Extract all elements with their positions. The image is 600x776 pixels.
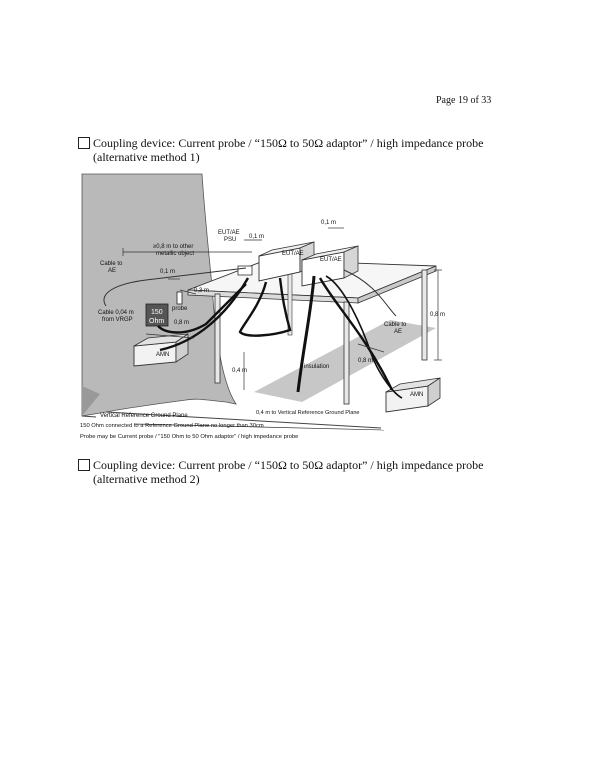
label-cable-to-ae-right: Cable to — [384, 322, 407, 328]
note-probe-type: Probe may be Current probe / "150 Ohm to 50 Ohm adaptor" / high impedance probe — [80, 434, 299, 440]
label-cable-to-ae-right: AE — [394, 329, 403, 335]
page-number: Page 19 of 33 — [436, 95, 492, 106]
label-amn-right: AMN — [410, 392, 424, 398]
option-subtitle: (alternative method 1) — [93, 150, 200, 164]
label-eut-ae-psu: PSU — [224, 237, 237, 243]
label-vrgp: Vertical Reference Ground Plane — [100, 413, 188, 419]
label-ohm-box: Ohm — [149, 318, 165, 325]
label-dim-04-vrgp: 0,4 m to Vertical Reference Ground Plane — [256, 410, 360, 416]
label-eut-ae: EUT/AE — [320, 257, 342, 263]
label-cable-vrgp: Cable 0,04 m — [98, 310, 134, 316]
label-insulation: insulation — [304, 364, 330, 370]
label-amn-left: AMN — [156, 352, 170, 358]
label-dim-08-right: 0,8 m — [358, 358, 374, 364]
label-metallic: ≥0,8 m to other — [153, 244, 194, 250]
label-metallic: metallic object — [156, 251, 195, 257]
table-leg — [215, 294, 220, 383]
option-checkbox[interactable] — [78, 459, 90, 471]
label-dim-08-table: 0,8 m — [430, 312, 446, 318]
label-cable-to-ae-left: Cable to — [100, 261, 123, 267]
note-150-ohm: 150 Ohm connected to a Reference Ground Plane no longer than 30cm — [80, 423, 264, 429]
label-dim-04: 0,4 m — [232, 368, 248, 374]
option-subtitle: (alternative method 2) — [93, 472, 200, 486]
floor-line — [82, 416, 96, 417]
psu-box — [238, 266, 252, 275]
label-dim-01-top: 0,1 m — [321, 220, 337, 226]
probe-body — [177, 292, 182, 304]
label-cable-vrgp: from VRGP — [102, 317, 133, 323]
option-title: Coupling device: Current probe / “150Ω to 50Ω adaptor” / high impedance probe — [93, 458, 484, 472]
label-ohm-box: 150 — [151, 309, 163, 316]
label-dim-03: 0,3 m — [194, 288, 210, 294]
label-dim-01-left: 0,1 m — [160, 269, 176, 275]
label-eut-ae: EUT/AE — [282, 251, 304, 257]
option-title: Coupling device: Current probe / “150Ω to 50Ω adaptor” / high impedance probe — [93, 136, 484, 150]
test-setup-diagram — [76, 166, 450, 442]
label-dim-01-psu: 0,1 m — [249, 234, 265, 240]
label-dim-08-left: 0,8 m — [174, 320, 190, 326]
option-checkbox[interactable] — [78, 137, 90, 149]
label-cable-to-ae-left: AE — [108, 268, 117, 274]
table-leg — [422, 270, 427, 360]
label-probe: probe — [172, 306, 188, 312]
label-eut-ae-psu: EUT/AE — [218, 230, 240, 236]
